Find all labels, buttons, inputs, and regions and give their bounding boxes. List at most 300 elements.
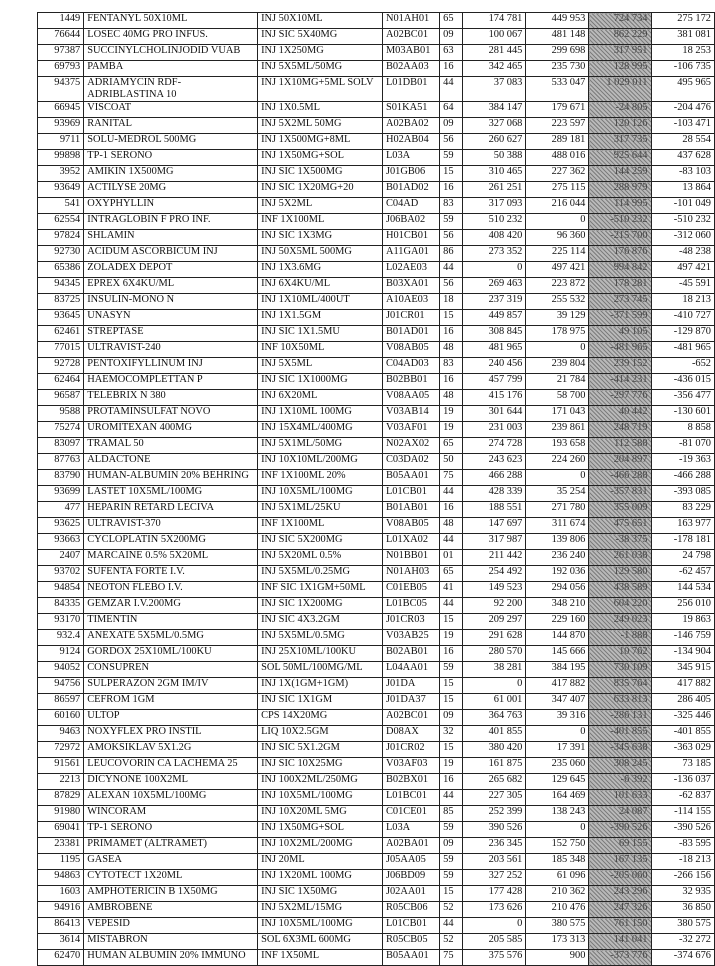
table-row [38, 534, 715, 550]
dosage-form-cell: INJ 1X3.6MG [258, 262, 383, 278]
value-1-cell: 466 288 [463, 470, 526, 486]
product-name-cell: HUMAN ALBUMIN 20% IMMUNO [84, 950, 258, 966]
dosage-form-cell: INJ SIC 1X500MG [258, 166, 383, 182]
group-code-cell: 15 [440, 614, 463, 630]
product-name-cell: LEUCOVORIN CA LACHEMA 25 [84, 758, 258, 774]
product-name-cell: GORDOX 25X10ML/100KU [84, 646, 258, 662]
value-2-cell: 58 700 [526, 390, 589, 406]
value-1-cell: 149 523 [463, 582, 526, 598]
dosage-form-cell: INJ 15X4ML/400MG [258, 422, 383, 438]
product-code-cell: 86597 [38, 694, 84, 710]
value-2-cell: 21 784 [526, 374, 589, 390]
table-row [38, 198, 715, 214]
value-1-cell: 100 067 [463, 29, 526, 45]
table-row [38, 230, 715, 246]
dosage-form-cell: INJ 1X50MG+SOL [258, 822, 383, 838]
value-3-cell: 24 087 [589, 806, 651, 822]
difference-cell: -146 759 [651, 630, 714, 646]
table-row [38, 454, 715, 470]
dosage-form-cell: INJ 5X2ML 50MG [258, 118, 383, 134]
product-name-cell: ANEXATE 5X5ML/0.5MG [84, 630, 258, 646]
value-1-cell: 240 456 [463, 358, 526, 374]
group-code-cell: 44 [440, 790, 463, 806]
atc-code-cell: L01XA02 [382, 534, 439, 550]
table-row [38, 630, 715, 646]
product-name-cell: ALEXAN 10X5ML/100MG [84, 790, 258, 806]
value-2-cell: 138 243 [526, 806, 589, 822]
group-code-cell: 44 [440, 262, 463, 278]
product-code-cell: 93699 [38, 486, 84, 502]
table-row [38, 662, 715, 678]
value-2-cell: 164 469 [526, 790, 589, 806]
table-row [38, 102, 715, 118]
group-code-cell: 59 [440, 214, 463, 230]
group-code-cell: 16 [440, 502, 463, 518]
atc-code-cell: C04AD [382, 198, 439, 214]
value-3-cell: 438 589 [589, 582, 651, 598]
product-code-cell: 84335 [38, 598, 84, 614]
table-row [38, 934, 715, 950]
value-3-cell: 355 009 [589, 502, 651, 518]
table-row [38, 406, 715, 422]
value-2-cell: 900 [526, 950, 589, 966]
difference-cell: -83 103 [651, 166, 714, 182]
product-name-cell: AMOKSIKLAV 5X1.2G [84, 742, 258, 758]
value-3-cell: -297 776 [589, 390, 651, 406]
table-row [38, 390, 715, 406]
value-2-cell: 239 804 [526, 358, 589, 374]
group-code-cell: 56 [440, 134, 463, 150]
product-code-cell: 62464 [38, 374, 84, 390]
product-code-cell: 99898 [38, 150, 84, 166]
table-row [38, 134, 715, 150]
value-3-cell: -38 375 [589, 534, 651, 550]
product-name-cell: TELEBRIX N 380 [84, 390, 258, 406]
table-row [38, 758, 715, 774]
value-3-cell: -24 805 [589, 102, 651, 118]
difference-cell: 8 858 [651, 422, 714, 438]
dosage-form-cell: SOL 50ML/100MG/ML [258, 662, 383, 678]
dosage-form-cell: INF 1X100ML [258, 518, 383, 534]
group-code-cell: 09 [440, 29, 463, 45]
dosage-form-cell: INJ SIC 5X1.2GM [258, 742, 383, 758]
difference-cell: 36 850 [651, 902, 714, 918]
value-2-cell: 0 [526, 342, 589, 358]
dosage-form-cell: INJ 1X50MG+SOL [258, 150, 383, 166]
value-3-cell: 862 229 [589, 29, 651, 45]
value-3-cell: -357 831 [589, 486, 651, 502]
dosage-form-cell: INJ 5X1ML/50MG [258, 438, 383, 454]
difference-cell: -410 727 [651, 310, 714, 326]
group-code-cell: 15 [440, 886, 463, 902]
atc-code-cell: N01AH03 [382, 566, 439, 582]
atc-code-cell: B03XA01 [382, 278, 439, 294]
difference-cell: 256 010 [651, 598, 714, 614]
difference-cell: -393 085 [651, 486, 714, 502]
value-3-cell: -510 232 [589, 214, 651, 230]
value-3-cell: 261 038 [589, 550, 651, 566]
value-1-cell: 211 442 [463, 550, 526, 566]
dosage-form-cell: INJ 1X10ML/400UT [258, 294, 383, 310]
value-1-cell: 273 352 [463, 246, 526, 262]
value-2-cell: 145 666 [526, 646, 589, 662]
product-name-cell: ACIDUM ASCORBICUM INJ [84, 246, 258, 262]
product-code-cell: 94756 [38, 678, 84, 694]
value-1-cell: 481 965 [463, 342, 526, 358]
dosage-form-cell: INJ 10X5ML/100MG [258, 790, 383, 806]
value-3-cell: 167 135 [589, 854, 651, 870]
group-code-cell: 32 [440, 726, 463, 742]
value-3-cell: 761 150 [589, 918, 651, 934]
difference-cell: -32 272 [651, 934, 714, 950]
value-2-cell: 178 975 [526, 326, 589, 342]
dosage-form-cell: INF 1X100ML [258, 214, 383, 230]
value-1-cell: 390 526 [463, 822, 526, 838]
value-2-cell: 152 750 [526, 838, 589, 854]
product-name-cell: TRAMAL 50 [84, 438, 258, 454]
atc-code-cell: V03AB14 [382, 406, 439, 422]
product-name-cell: SHLAMIN [84, 230, 258, 246]
product-code-cell: 66945 [38, 102, 84, 118]
product-name-cell: SUCCINYLCHOLINJODID VUAB [84, 45, 258, 61]
product-name-cell: PRIMAMET (ALTRAMET) [84, 838, 258, 854]
group-code-cell: 15 [440, 678, 463, 694]
table-row [38, 678, 715, 694]
value-1-cell: 0 [463, 678, 526, 694]
difference-cell: 417 882 [651, 678, 714, 694]
dosage-form-cell: INJ SIC 10X25MG [258, 758, 383, 774]
value-3-cell: -1 888 [589, 630, 651, 646]
atc-code-cell: H01CB01 [382, 230, 439, 246]
difference-cell: -356 477 [651, 390, 714, 406]
value-1-cell: 291 628 [463, 630, 526, 646]
dosage-form-cell: INJ 5X1ML/25KU [258, 502, 383, 518]
value-3-cell: 308 245 [589, 758, 651, 774]
value-3-cell: 49 105 [589, 326, 651, 342]
group-code-cell: 65 [440, 438, 463, 454]
value-2-cell: 289 181 [526, 134, 589, 150]
group-code-cell: 15 [440, 166, 463, 182]
atc-code-cell: J06BD09 [382, 870, 439, 886]
group-code-cell: 65 [440, 13, 463, 29]
table-row [38, 838, 715, 854]
table-row [38, 806, 715, 822]
dosage-form-cell: INJ 5X2ML/15MG [258, 902, 383, 918]
atc-code-cell: J06BA02 [382, 214, 439, 230]
product-code-cell: 87829 [38, 790, 84, 806]
table-row [38, 646, 715, 662]
table-row [38, 262, 715, 278]
value-1-cell: 317 987 [463, 534, 526, 550]
group-code-cell: 59 [440, 150, 463, 166]
value-2-cell: 192 036 [526, 566, 589, 582]
product-name-cell: FENTANYL 50X10ML [84, 13, 258, 29]
difference-cell: -436 015 [651, 374, 714, 390]
difference-cell: -45 591 [651, 278, 714, 294]
value-2-cell: 223 597 [526, 118, 589, 134]
product-name-cell: GASEA [84, 854, 258, 870]
product-code-cell: 93170 [38, 614, 84, 630]
product-name-cell: PROTAMINSULFAT NOVO [84, 406, 258, 422]
dosage-form-cell: INJ SIC 1X200MG [258, 598, 383, 614]
dosage-form-cell: INJ 5X5ML [258, 358, 383, 374]
difference-cell: 345 915 [651, 662, 714, 678]
value-3-cell: 247 326 [589, 902, 651, 918]
table-row [38, 45, 715, 61]
atc-code-cell: S01KA51 [382, 102, 439, 118]
value-2-cell: 236 240 [526, 550, 589, 566]
value-3-cell: 243 296 [589, 886, 651, 902]
value-1-cell: 457 799 [463, 374, 526, 390]
dosage-form-cell: INJ 6X20ML [258, 390, 383, 406]
group-code-cell: 44 [440, 918, 463, 934]
table-row [38, 710, 715, 726]
product-name-cell: VEPESID [84, 918, 258, 934]
atc-code-cell: A02BC01 [382, 29, 439, 45]
value-3-cell: 10 762 [589, 646, 651, 662]
atc-code-cell: J02AA01 [382, 886, 439, 902]
difference-cell: 163 977 [651, 518, 714, 534]
value-3-cell: 128 995 [589, 61, 651, 77]
product-code-cell: 932.4 [38, 630, 84, 646]
dosage-form-cell: INJ SIC 5X200MG [258, 534, 383, 550]
value-2-cell: 129 645 [526, 774, 589, 790]
product-name-cell: ALDACTONE [84, 454, 258, 470]
value-1-cell: 188 551 [463, 502, 526, 518]
atc-code-cell: N01BB01 [382, 550, 439, 566]
table-row [38, 854, 715, 870]
difference-cell: -401 855 [651, 726, 714, 742]
product-code-cell: 92728 [38, 358, 84, 374]
group-code-cell: 41 [440, 582, 463, 598]
product-name-cell: CYTOTECT 1X20ML [84, 870, 258, 886]
value-1-cell: 364 763 [463, 710, 526, 726]
atc-code-cell: B01AD01 [382, 326, 439, 342]
value-2-cell: 216 044 [526, 198, 589, 214]
dosage-form-cell: INJ 10X5ML/100MG [258, 918, 383, 934]
value-3-cell: -205 060 [589, 870, 651, 886]
product-name-cell: ACTILYSE 20MG [84, 182, 258, 198]
value-1-cell: 174 781 [463, 13, 526, 29]
dosage-form-cell: INJ 1X500MG+8ML [258, 134, 383, 150]
atc-code-cell: L01BC01 [382, 790, 439, 806]
dosage-form-cell: INJ 50X5ML 500MG [258, 246, 383, 262]
value-1-cell: 317 093 [463, 198, 526, 214]
atc-code-cell: B02AB01 [382, 646, 439, 662]
atc-code-cell: B02BX01 [382, 774, 439, 790]
difference-cell: -19 363 [651, 454, 714, 470]
table-row [38, 13, 715, 29]
product-code-cell: 9463 [38, 726, 84, 742]
value-1-cell: 0 [463, 918, 526, 934]
product-code-cell: 92730 [38, 246, 84, 262]
group-code-cell: 85 [440, 806, 463, 822]
value-3-cell: 204 897 [589, 454, 651, 470]
atc-code-cell: R05CB06 [382, 902, 439, 918]
difference-cell: 24 798 [651, 550, 714, 566]
product-code-cell: 93625 [38, 518, 84, 534]
dosage-form-cell: INJ SIC 1X20MG+20 [258, 182, 383, 198]
group-code-cell: 52 [440, 934, 463, 950]
value-1-cell: 243 623 [463, 454, 526, 470]
product-code-cell: 62461 [38, 326, 84, 342]
value-2-cell: 275 115 [526, 182, 589, 198]
dosage-form-cell: INJ SIC 1X3MG [258, 230, 383, 246]
value-3-cell: 273 745 [589, 294, 651, 310]
value-1-cell: 205 585 [463, 934, 526, 950]
value-1-cell: 37 083 [463, 77, 526, 102]
atc-code-cell: J05AA05 [382, 854, 439, 870]
difference-cell: -62 457 [651, 566, 714, 582]
atc-code-cell: C03DA02 [382, 454, 439, 470]
product-code-cell: 94375 [38, 77, 84, 102]
product-name-cell: CYCLOPLATIN 5X200MG [84, 534, 258, 550]
table-row [38, 726, 715, 742]
group-code-cell: 65 [440, 566, 463, 582]
value-2-cell: 171 043 [526, 406, 589, 422]
value-1-cell: 209 297 [463, 614, 526, 630]
table-row [38, 246, 715, 262]
product-code-cell: 94863 [38, 870, 84, 886]
value-2-cell: 235 060 [526, 758, 589, 774]
atc-code-cell: C01CE01 [382, 806, 439, 822]
dosage-form-cell: INJ 5X5ML/0.25MG [258, 566, 383, 582]
value-1-cell: 510 232 [463, 214, 526, 230]
dosage-form-cell: INJ 10X5ML/100MG [258, 486, 383, 502]
product-name-cell: AMPHOTERICIN B 1X50MG [84, 886, 258, 902]
value-3-cell: 40 442 [589, 406, 651, 422]
value-2-cell: 299 698 [526, 45, 589, 61]
value-1-cell: 274 728 [463, 438, 526, 454]
product-name-cell: GEMZAR I.V.200MG [84, 598, 258, 614]
difference-cell: -130 601 [651, 406, 714, 422]
difference-cell: 286 405 [651, 694, 714, 710]
difference-cell: -510 232 [651, 214, 714, 230]
table-row [38, 470, 715, 486]
value-2-cell: 255 532 [526, 294, 589, 310]
product-name-cell: OXYPHYLLIN [84, 198, 258, 214]
value-1-cell: 342 465 [463, 61, 526, 77]
product-name-cell: CEFROM 1GM [84, 694, 258, 710]
value-1-cell: 254 492 [463, 566, 526, 582]
dosage-form-cell: INJ 1X0.5ML [258, 102, 383, 118]
difference-cell: 380 575 [651, 918, 714, 934]
value-1-cell: 50 388 [463, 150, 526, 166]
value-2-cell: 488 016 [526, 150, 589, 166]
value-2-cell: 417 882 [526, 678, 589, 694]
value-2-cell: 0 [526, 470, 589, 486]
product-name-cell: VISCOAT [84, 102, 258, 118]
product-name-cell: AMIKIN 1X500MG [84, 166, 258, 182]
difference-cell: -81 070 [651, 438, 714, 454]
atc-code-cell: L01BC05 [382, 598, 439, 614]
atc-code-cell: C01EB05 [382, 582, 439, 598]
difference-cell: -101 049 [651, 198, 714, 214]
table-row [38, 61, 715, 77]
group-code-cell: 52 [440, 902, 463, 918]
product-name-cell: ULTRAVIST-370 [84, 518, 258, 534]
value-3-cell: 141 041 [589, 934, 651, 950]
group-code-cell: 01 [440, 550, 463, 566]
difference-cell: -481 965 [651, 342, 714, 358]
value-1-cell: 415 176 [463, 390, 526, 406]
value-3-cell: -414 231 [589, 374, 651, 390]
dosage-form-cell: CPS 14X20MG [258, 710, 383, 726]
table-row [38, 166, 715, 182]
product-code-cell: 23381 [38, 838, 84, 854]
table-row [38, 598, 715, 614]
value-1-cell: 327 252 [463, 870, 526, 886]
product-name-cell: LOSEC 40MG PRO INFUS. [84, 29, 258, 45]
dosage-form-cell: INF 1X100ML 20% [258, 470, 383, 486]
atc-code-cell: A02BA02 [382, 118, 439, 134]
value-2-cell: 533 047 [526, 77, 589, 102]
product-name-cell: STREPTASE [84, 326, 258, 342]
product-code-cell: 83725 [38, 294, 84, 310]
difference-cell: 13 864 [651, 182, 714, 198]
table-row [38, 742, 715, 758]
product-code-cell: 93649 [38, 182, 84, 198]
difference-cell: -204 476 [651, 102, 714, 118]
dosage-form-cell: INJ 10X10ML/200MG [258, 454, 383, 470]
product-name-cell: ZOLADEX DEPOT [84, 262, 258, 278]
value-3-cell: -215 700 [589, 230, 651, 246]
product-name-cell: SUFENTA FORTE I.V. [84, 566, 258, 582]
table-row [38, 886, 715, 902]
product-name-cell: INSULIN-MONO N [84, 294, 258, 310]
dosage-form-cell: INJ 10X20ML 5MG [258, 806, 383, 822]
value-2-cell: 384 195 [526, 662, 589, 678]
value-3-cell: -286 131 [589, 710, 651, 726]
table-row [38, 486, 715, 502]
dosage-form-cell: INJ 5X5ML/50MG [258, 61, 383, 77]
product-name-cell: NEOTON FLEBO I.V. [84, 582, 258, 598]
atc-code-cell: V03AF01 [382, 422, 439, 438]
value-3-cell: 114 995 [589, 198, 651, 214]
product-code-cell: 1195 [38, 854, 84, 870]
value-3-cell: 176 876 [589, 246, 651, 262]
value-2-cell: 193 658 [526, 438, 589, 454]
dosage-form-cell: INJ SIC 1X1000MG [258, 374, 383, 390]
difference-cell: -363 029 [651, 742, 714, 758]
value-2-cell: 61 096 [526, 870, 589, 886]
atc-code-cell: J01CR02 [382, 742, 439, 758]
value-1-cell: 227 305 [463, 790, 526, 806]
value-2-cell: 35 254 [526, 486, 589, 502]
value-1-cell: 260 627 [463, 134, 526, 150]
value-1-cell: 61 001 [463, 694, 526, 710]
dosage-form-cell: INJ 6X4KU/ML [258, 278, 383, 294]
dosage-form-cell: INJ 20ML [258, 854, 383, 870]
value-3-cell: 120 126 [589, 118, 651, 134]
value-2-cell: 223 872 [526, 278, 589, 294]
group-code-cell: 83 [440, 358, 463, 374]
value-2-cell: 0 [526, 214, 589, 230]
dosage-form-cell: INF 10X50ML [258, 342, 383, 358]
difference-cell: -103 471 [651, 118, 714, 134]
group-code-cell: 09 [440, 118, 463, 134]
product-code-cell: 2407 [38, 550, 84, 566]
dosage-form-cell: INJ 50X10ML [258, 13, 383, 29]
product-name-cell: EPREX 6X4KU/ML [84, 278, 258, 294]
value-3-cell: -481 965 [589, 342, 651, 358]
value-3-cell: 835 764 [589, 678, 651, 694]
product-name-cell: ADRIAMYCIN RDF-ADRIBLASTINA 10 [84, 77, 258, 102]
value-1-cell: 231 003 [463, 422, 526, 438]
value-3-cell: -373 776 [589, 950, 651, 966]
table-row [38, 502, 715, 518]
group-code-cell: 48 [440, 342, 463, 358]
